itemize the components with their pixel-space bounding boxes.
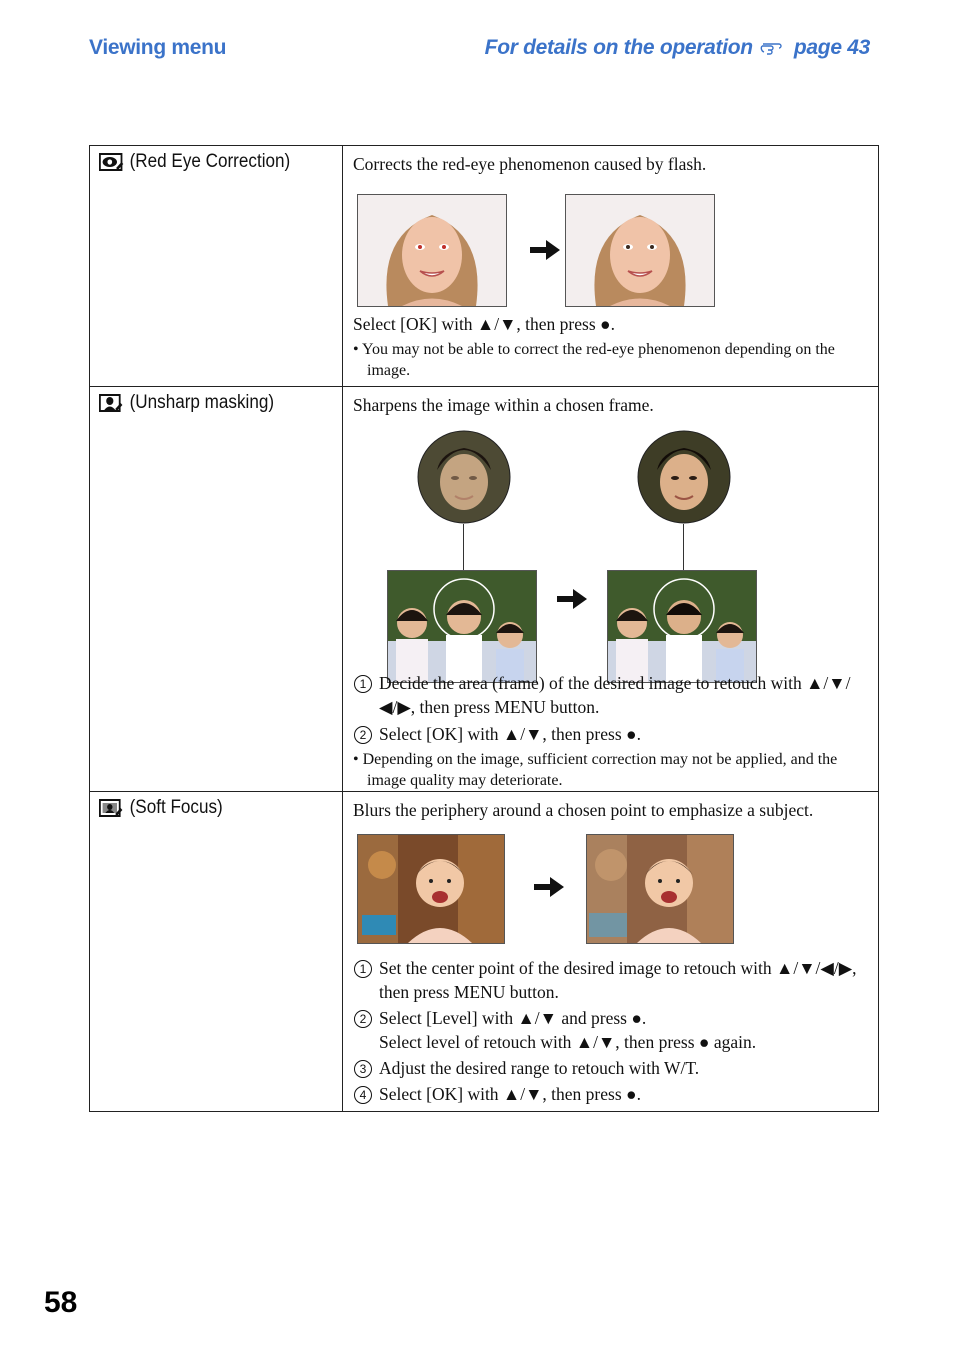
description: Blurs the periphery around a chosen point to emphasize a subject.	[353, 800, 814, 820]
soft-focus-icon	[99, 798, 124, 818]
retouch-options-table	[89, 145, 879, 1112]
photo-after	[586, 834, 734, 944]
description-cell	[343, 146, 879, 387]
step-2: 2 Select [Level] with ▲/▼ and press ●.	[353, 1006, 878, 1030]
pointing-hand-icon	[760, 38, 786, 56]
description-cell	[343, 792, 879, 1112]
feature-cell	[90, 387, 343, 792]
description: Corrects the red-eye phenomenon caused by flash.	[353, 154, 707, 174]
connector-line	[463, 524, 464, 571]
step-number: 3	[354, 1060, 372, 1078]
section-title: Viewing menu	[89, 36, 227, 59]
table-row-red-eye	[90, 146, 879, 387]
step-1: 1 Set the center point of the desired image to retouch with ▲/▼/◀/▶, then press MENU button.	[353, 956, 878, 1004]
page-number: 58	[44, 1286, 78, 1319]
step-number: 2	[354, 726, 372, 744]
description-cell	[343, 387, 879, 792]
zoom-circle-before	[417, 430, 511, 524]
step-number: 2	[354, 1010, 372, 1028]
step-1: 1 Decide the area (frame) of the desired image to retouch with ▲/▼/◀/▶, then press MENU button.	[353, 671, 878, 719]
step-number: 1	[354, 675, 372, 693]
note: • Depending on the image, sufficient correction may not be applied, and the image quality may deteriorate.	[353, 751, 838, 789]
details-page-link[interactable]: page 43	[793, 36, 870, 59]
arrow-right-icon	[529, 239, 561, 261]
unsharp-mask-icon	[99, 393, 124, 413]
step-2-detail: Select level of retouch with ▲/▼, then press ● again.	[379, 1032, 757, 1052]
zoom-circle-after	[637, 430, 731, 524]
photo-before	[357, 194, 507, 307]
step-3: 3 Adjust the desired range to retouch with W/T.	[353, 1056, 878, 1080]
note: • You may not be able to correct the red-eye phenomenon depending on the image.	[353, 341, 835, 379]
step-4: 4 Select [OK] with ▲/▼, then press ●.	[353, 1082, 878, 1106]
red-eye-icon	[99, 152, 124, 172]
before-after-figure	[353, 822, 878, 948]
before-after-figure	[353, 417, 878, 662]
photo-after	[565, 194, 715, 307]
instruction: Select [OK] with ▲/▼, then press ●.	[353, 314, 615, 334]
photo-before	[387, 570, 537, 683]
feature-label: (Soft Focus)	[90, 792, 317, 819]
feature-label: (Red Eye Correction)	[90, 146, 317, 173]
arrow-right-icon	[533, 876, 565, 898]
before-after-figure	[353, 176, 878, 302]
feature-cell	[90, 146, 343, 387]
photo-before	[357, 834, 505, 944]
details-reference	[485, 36, 870, 60]
arrow-right-icon	[556, 588, 588, 610]
step-number: 4	[354, 1086, 372, 1104]
feature-label: (Unsharp masking)	[90, 387, 317, 414]
feature-cell	[90, 792, 343, 1112]
table-row-soft-focus	[90, 792, 879, 1112]
photo-after	[607, 570, 757, 683]
details-prefix: For details on the operation	[484, 36, 753, 59]
table-row-unsharp	[90, 387, 879, 792]
connector-line	[683, 524, 684, 571]
step-number: 1	[354, 960, 372, 978]
step-2: 2 Select [OK] with ▲/▼, then press ●.	[353, 722, 878, 746]
description: Sharpens the image within a chosen frame.	[353, 395, 654, 415]
